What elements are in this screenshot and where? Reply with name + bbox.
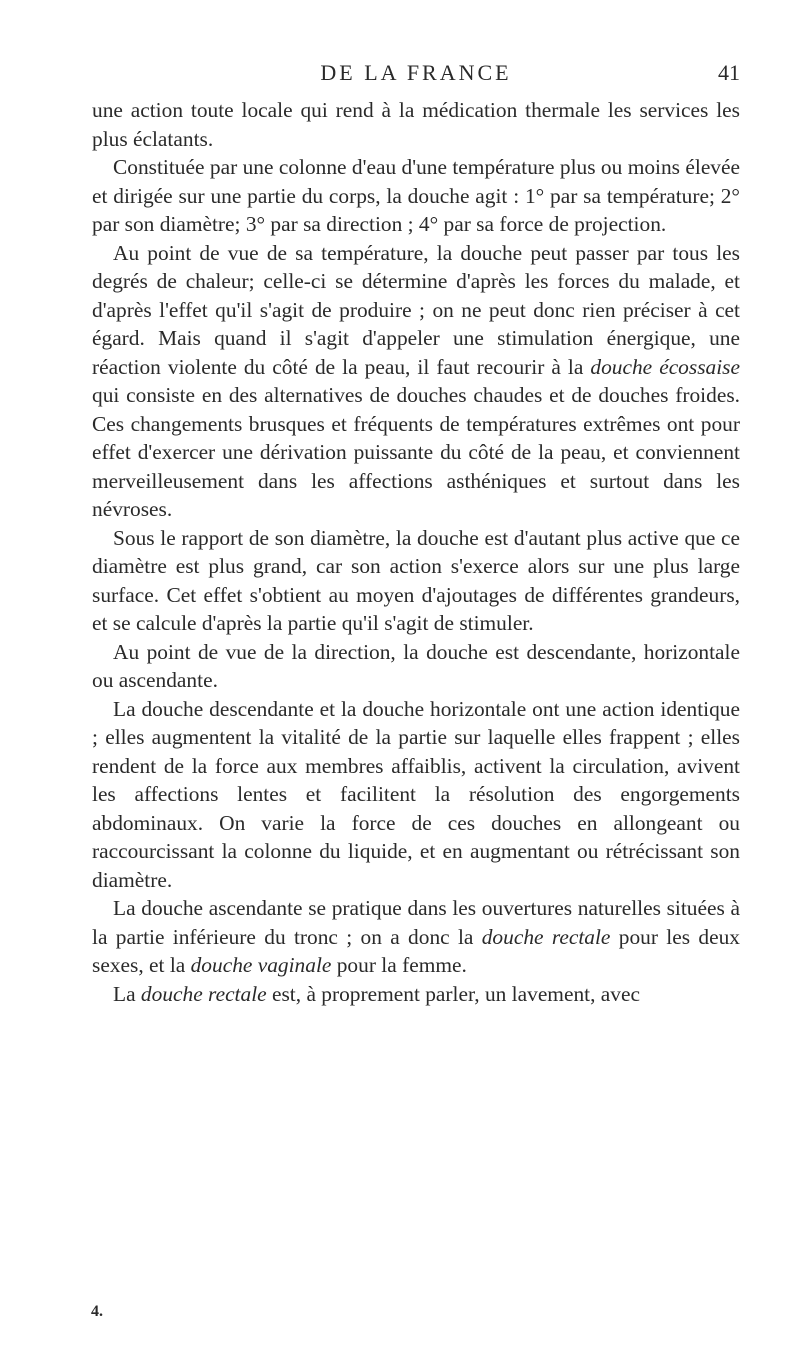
paragraph-1: une action toute locale qui rend à la médication thermale les services les plus éclatants.	[92, 98, 740, 151]
paragraph-2: Constituée par une colonne d'eau d'une température plus ou moins élevée et dirigée sur une partie du corps, la douche agit : 1° par sa température; 2° par son diamètre; 3° par sa direction ; 4° par sa force de projection.	[92, 155, 740, 236]
paragraph-6: La douche descendante et la douche horizontale ont une action identique ; elles augmentent la vitalité de la partie sur laquelle elles frappent ; elles rendent de la force aux membres affaiblis, activent la circulation, avivent les affections lentes et facilitent la résolution des engorgements abdominaux. On varie la force de ces douches en allongeant ou raccourcissant la colonne du liquide, et en augmentant ou rétrécissant son diamètre.	[92, 696, 740, 892]
italic-term: douche rectale	[140, 981, 267, 1006]
body-text	[92, 96, 740, 1008]
italic-term: douche vaginale	[190, 953, 332, 977]
page-header	[92, 60, 740, 90]
paragraph-3: Au point de vue de sa température, la douche peut passer par tous les degrés de chaleur; celle-ci se détermine d'après les forces du malade, et d'après l'effet qu'il s'agit de produire ; on ne peut donc rien préciser à cet égard. Mais quand il s'agit d'appeler une stimulation énergique, une réaction violente du côté de la peau, il faut recourir à la douche écossaise qui consiste en des alternatives de douches chaudes et de douches froides. Ces changements brusques et fréquents de températures extrêmes ont pour effet d'exercer une dérivation puissante du côté de la peau, et conviennent merveilleusement dans les affections asthéniques et surtout dans les névroses.	[92, 240, 740, 521]
italic-term: douche écossaise	[590, 354, 740, 379]
paragraph-7: La douche ascendante se pratique dans les ouvertures naturelles situées à la partie inférieure du tronc ; on a donc la douche rectale pour les deux sexes, et la douche vaginale pour la femme.	[92, 896, 740, 977]
paragraph-8: La douche rectale est, à proprement parler, un lavement, avec	[113, 981, 640, 1006]
signature-mark: 4.	[91, 1303, 103, 1320]
running-title: DE LA FRANCE	[320, 60, 512, 85]
paragraph-4: Sous le rapport de son diamètre, la douche est d'autant plus active que ce diamètre est plus grand, car son action s'exerce alors sur une plus large surface. Cet effet s'obtient au moyen d'ajoutages de différentes grandeurs, et se calcule d'après la partie qu'il s'agit de stimuler.	[92, 525, 740, 635]
page-number: 41	[718, 60, 740, 85]
paragraph-5: Au point de vue de la direction, la douche est descendante, horizontale ou ascendante.	[92, 639, 740, 692]
italic-term: douche rectale	[481, 924, 611, 949]
